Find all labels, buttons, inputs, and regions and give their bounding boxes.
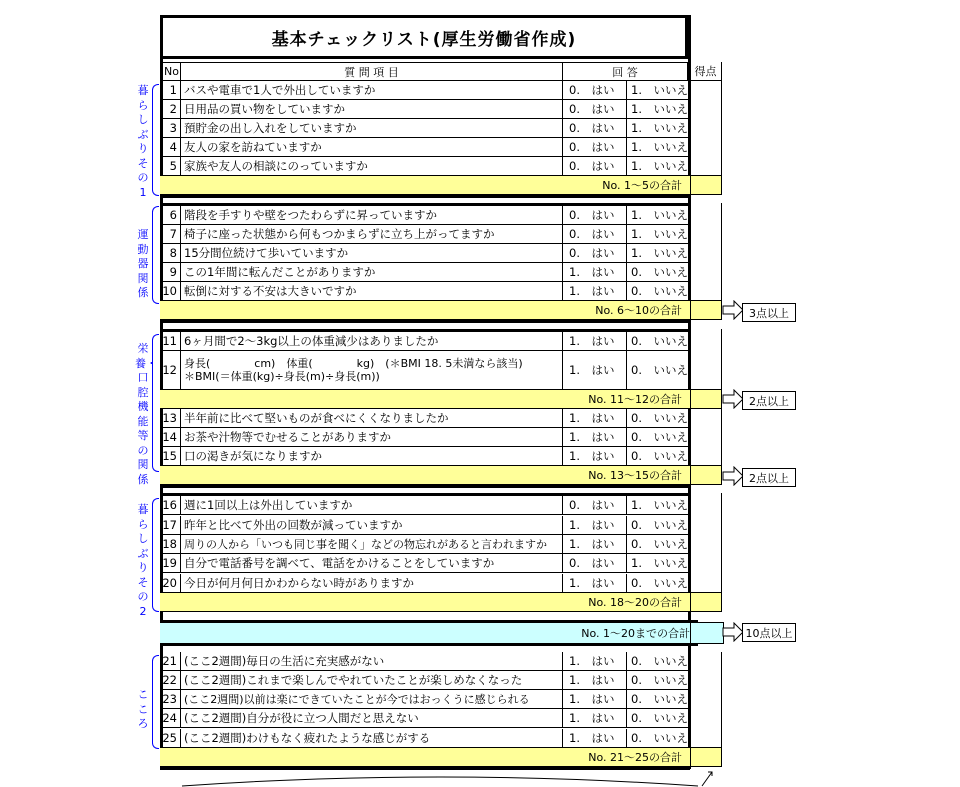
subtotal-row: No. 21～25の合計 [160,748,690,767]
grand-total-score[interactable] [690,622,724,644]
answer-option-2[interactable]: 1. いいえ [626,206,690,224]
arrow-right-icon [722,622,744,642]
row-question: 周りの人から「いつも同じ事を聞く」などの物忘れがあると言われますか [184,538,547,551]
score-cell[interactable] [690,493,722,593]
table-row [160,690,690,709]
row-no: 23 [160,690,181,708]
answer-option-1[interactable]: 1. はい [562,447,626,465]
answer-option-2[interactable]: 0. いいえ [626,652,690,670]
answer-option-1[interactable]: 0. はい [562,157,626,175]
row-question: 椅子に座った状態から何もつかまらずに立ち上がってますか [184,227,495,241]
table-row [160,332,690,351]
bottom-tick-decoration [698,770,716,787]
score-cell[interactable] [690,81,722,176]
answer-option-1[interactable]: 0. はい [562,496,626,514]
page-title: 基本チェックリスト(厚生労働省作成) [160,15,688,59]
row-question: 今日が何月何日かわからない時がありますか [184,576,414,590]
row-no: 5 [160,157,181,175]
row-no: 3 [160,119,181,137]
row-question: (ここ2週間)これまで楽しんでやれていたことが楽しめなくなった [184,673,523,687]
answer-option-1[interactable]: 1. はい [562,535,626,553]
row-question: 転倒に対する不安は大きいですか [184,284,357,298]
grand-total-row: No. 1～20までの合計 [160,620,698,646]
subtotal-score[interactable] [690,301,722,320]
row-question: 週に1回以上は外出していますか [184,498,353,512]
table-row [160,351,690,390]
row-question: 日用品の買い物をしていますか [184,102,345,116]
answer-option-2[interactable]: 1. いいえ [626,138,690,156]
score-cell[interactable] [690,409,722,466]
answer-option-1[interactable]: 1. はい [562,690,626,708]
answer-option-2[interactable]: 0. いいえ [626,709,690,727]
row-question-line-2: ＊BMI(＝体重(kg)÷身長(m)÷身長(m)) [184,370,380,383]
row-no: 14 [160,428,181,446]
row-question: 家族や友人の相談にのっていますか [184,159,368,173]
answer-option-2[interactable]: 1. いいえ [626,244,690,262]
row-no: 18 [160,535,181,553]
table-row [160,709,690,728]
answer-option-1[interactable]: 0. はい [562,138,626,156]
answer-option-2[interactable]: 1. いいえ [626,81,690,99]
answer-option-1[interactable]: 1. はい [562,428,626,446]
answer-option-1[interactable]: 0. はい [562,554,626,572]
row-no: 13 [160,409,181,427]
row-no: 4 [160,138,181,156]
group-label: 運動器関係 [137,228,149,299]
arrow-right-icon [722,466,744,486]
answer-option-1[interactable]: 1. はい [562,574,626,592]
threshold-label: 3点以上 [742,303,796,322]
group-bracket [152,655,159,749]
table-row [160,535,690,554]
row-question: (ここ2週間)以前は楽にできていたことが今ではおっくうに感じられる [184,693,530,706]
table-row [160,652,690,671]
header-question: 質 問 項 目 [181,62,562,81]
row-question: お茶や汁物等でむせることがありますか [184,430,391,444]
table-row [160,554,690,573]
section-divider [160,195,690,198]
row-no: 9 [160,263,181,281]
answer-option-1[interactable]: 0. はい [562,100,626,118]
row-no: 21 [160,652,181,670]
answer-option-2[interactable]: 0. いいえ [626,574,690,592]
answer-option-2[interactable]: 1. いいえ [626,100,690,118]
row-no: 24 [160,709,181,727]
row-no: 11 [160,332,181,350]
row-no: 20 [160,574,181,592]
subtotal-score[interactable] [690,748,722,767]
answer-option-1[interactable]: 1. はい [562,729,626,747]
table-row [160,447,690,466]
answer-option-2[interactable]: 0. いいえ [626,282,690,300]
answer-option-1[interactable]: 1. はい [562,409,626,427]
answer-option-1[interactable]: 0. はい [562,206,626,224]
table-row [160,138,690,157]
row-no: 7 [160,225,181,243]
answer-option-1[interactable]: 1. はい [562,652,626,670]
row-no: 15 [160,447,181,465]
answer-option-1[interactable]: 1. はい [562,709,626,727]
threshold-label: 10点以上 [742,623,796,642]
answer-option-2[interactable]: 0. いいえ [626,332,690,350]
answer-option-1[interactable]: 0. はい [562,225,626,243]
row-no: 6 [160,206,181,224]
row-question: 預貯金の出し入れをしていますか [184,121,357,135]
group-bracket [152,498,159,612]
subtotal-score[interactable] [690,466,722,485]
table-row [160,263,690,282]
subtotal-row: No. 11～12の合計 [160,390,690,409]
row-question: 友人の家を訪ねていますか [184,140,322,154]
group-label: 栄養・口腔機能等の関係 [135,342,157,486]
answer-option-1[interactable]: 1. はい [562,671,626,689]
row-question: 6ヶ月間で2～3kg以上の体重減少はありましたか [184,334,439,348]
answer-option-2[interactable]: 0. いいえ [626,535,690,553]
header-score: 得点 [690,62,722,81]
arrow-right-icon [722,300,744,320]
group-bracket [152,206,159,304]
table-row [160,100,690,119]
subtotal-row: No. 13～15の合計 [160,466,690,485]
table-row [160,81,690,100]
answer-option-2[interactable]: 1. いいえ [626,225,690,243]
answer-option-2[interactable]: 1. いいえ [626,554,690,572]
table-row [160,244,690,263]
row-question: 昨年と比べて外出の回数が減っていますか [184,518,403,532]
table-row [160,225,690,244]
table-row [160,282,690,301]
answer-option-1[interactable]: 0. はい [562,81,626,99]
row-question: 自分で電話番号を調べて、電話をかけることをしていますか [184,556,495,570]
answer-option-2[interactable]: 0. いいえ [626,516,690,534]
answer-option-2[interactable]: 0. いいえ [626,671,690,689]
group-label: こころ [137,688,149,730]
score-cell[interactable] [690,203,722,301]
row-no: 16 [160,496,181,514]
threshold-label: 2点以上 [742,391,796,410]
answer-option-2[interactable]: 0. いいえ [626,447,690,465]
answer-option-1[interactable]: 1. はい [562,282,626,300]
arrow-right-icon [722,389,744,409]
row-question: (ここ2週間)毎日の生活に充実感がない [184,654,385,668]
answer-option-2[interactable]: 0. いいえ [626,409,690,427]
row-no: 17 [160,516,181,534]
row-question-line-1: 身長( cm) 体重( kg) (＊BMI 18. 5未満なら該当) [184,357,523,370]
group-bracket [152,334,159,472]
bottom-curve-decoration [180,774,700,787]
table-row [160,428,690,447]
row-question: 階段を手すりや壁をつたわらずに昇っていますか [184,208,437,222]
header-answer: 回 答 [562,62,690,81]
row-question: (ここ2週間)わけもなく疲れたような感じがする [184,731,431,745]
answer-option-2[interactable]: 0. いいえ [626,690,690,708]
row-no: 2 [160,100,181,118]
subtotal-row: No. 18～20の合計 [160,593,690,612]
answer-option-2[interactable]: 0. いいえ [626,428,690,446]
table-row [160,157,690,176]
row-question: (ここ2週間)自分が役に立つ人間だと思えない [184,711,419,725]
answer-option-1[interactable]: 1. はい [562,332,626,350]
row-no: 8 [160,244,181,262]
group-label: 暮らしぶりその2 [137,503,149,618]
header-no: No [160,62,181,81]
row-question: 半年前に比べて堅いものが食べにくくなりましたか [184,411,449,425]
section-divider [160,320,690,323]
group-bracket [152,84,159,196]
threshold-label: 2点以上 [742,468,796,487]
answer-option-2[interactable]: 1. いいえ [626,496,690,514]
table-row [160,574,690,593]
group-label: 暮らしぶりその1 [137,84,149,199]
section-divider [160,485,690,488]
section-divider [160,767,690,770]
row-question: バスや電車で1人で外出していますか [184,83,376,97]
answer-option-2[interactable]: 1. いいえ [626,157,690,175]
table-row [160,729,690,748]
answer-option-2[interactable]: 0. いいえ [626,351,690,389]
answer-option-1[interactable]: 0. はい [562,244,626,262]
row-no: 12 [160,351,181,389]
row-question: この1年間に転んだことがありますか [184,265,376,279]
row-question: 15分間位続けて歩いていますか [184,246,349,260]
answer-option-1[interactable]: 1. はい [562,351,626,389]
score-cell[interactable] [690,329,722,390]
answer-option-2[interactable]: 1. いいえ [626,119,690,137]
table-row [160,496,690,515]
table-row [160,516,690,535]
answer-option-1[interactable]: 0. はい [562,119,626,137]
row-no: 25 [160,729,181,747]
row-no: 1 [160,81,181,99]
answer-option-2[interactable]: 0. いいえ [626,263,690,281]
row-question: 口の渇きが気になりますか [184,449,322,463]
row-no: 22 [160,671,181,689]
row-no: 19 [160,554,181,572]
subtotal-row: No. 6～10の合計 [160,301,690,320]
row-no: 10 [160,282,181,300]
answer-option-1[interactable]: 1. はい [562,263,626,281]
subtotal-row: No. 1～5の合計 [160,176,690,195]
answer-option-1[interactable]: 1. はい [562,516,626,534]
table-row [160,671,690,690]
subtotal-score[interactable] [690,593,722,612]
subtotal-score[interactable] [690,390,722,409]
answer-option-2[interactable]: 0. いいえ [626,729,690,747]
table-row [160,206,690,225]
score-cell[interactable] [690,652,722,748]
subtotal-score[interactable] [690,176,722,195]
table-row [160,119,690,138]
table-row [160,409,690,428]
